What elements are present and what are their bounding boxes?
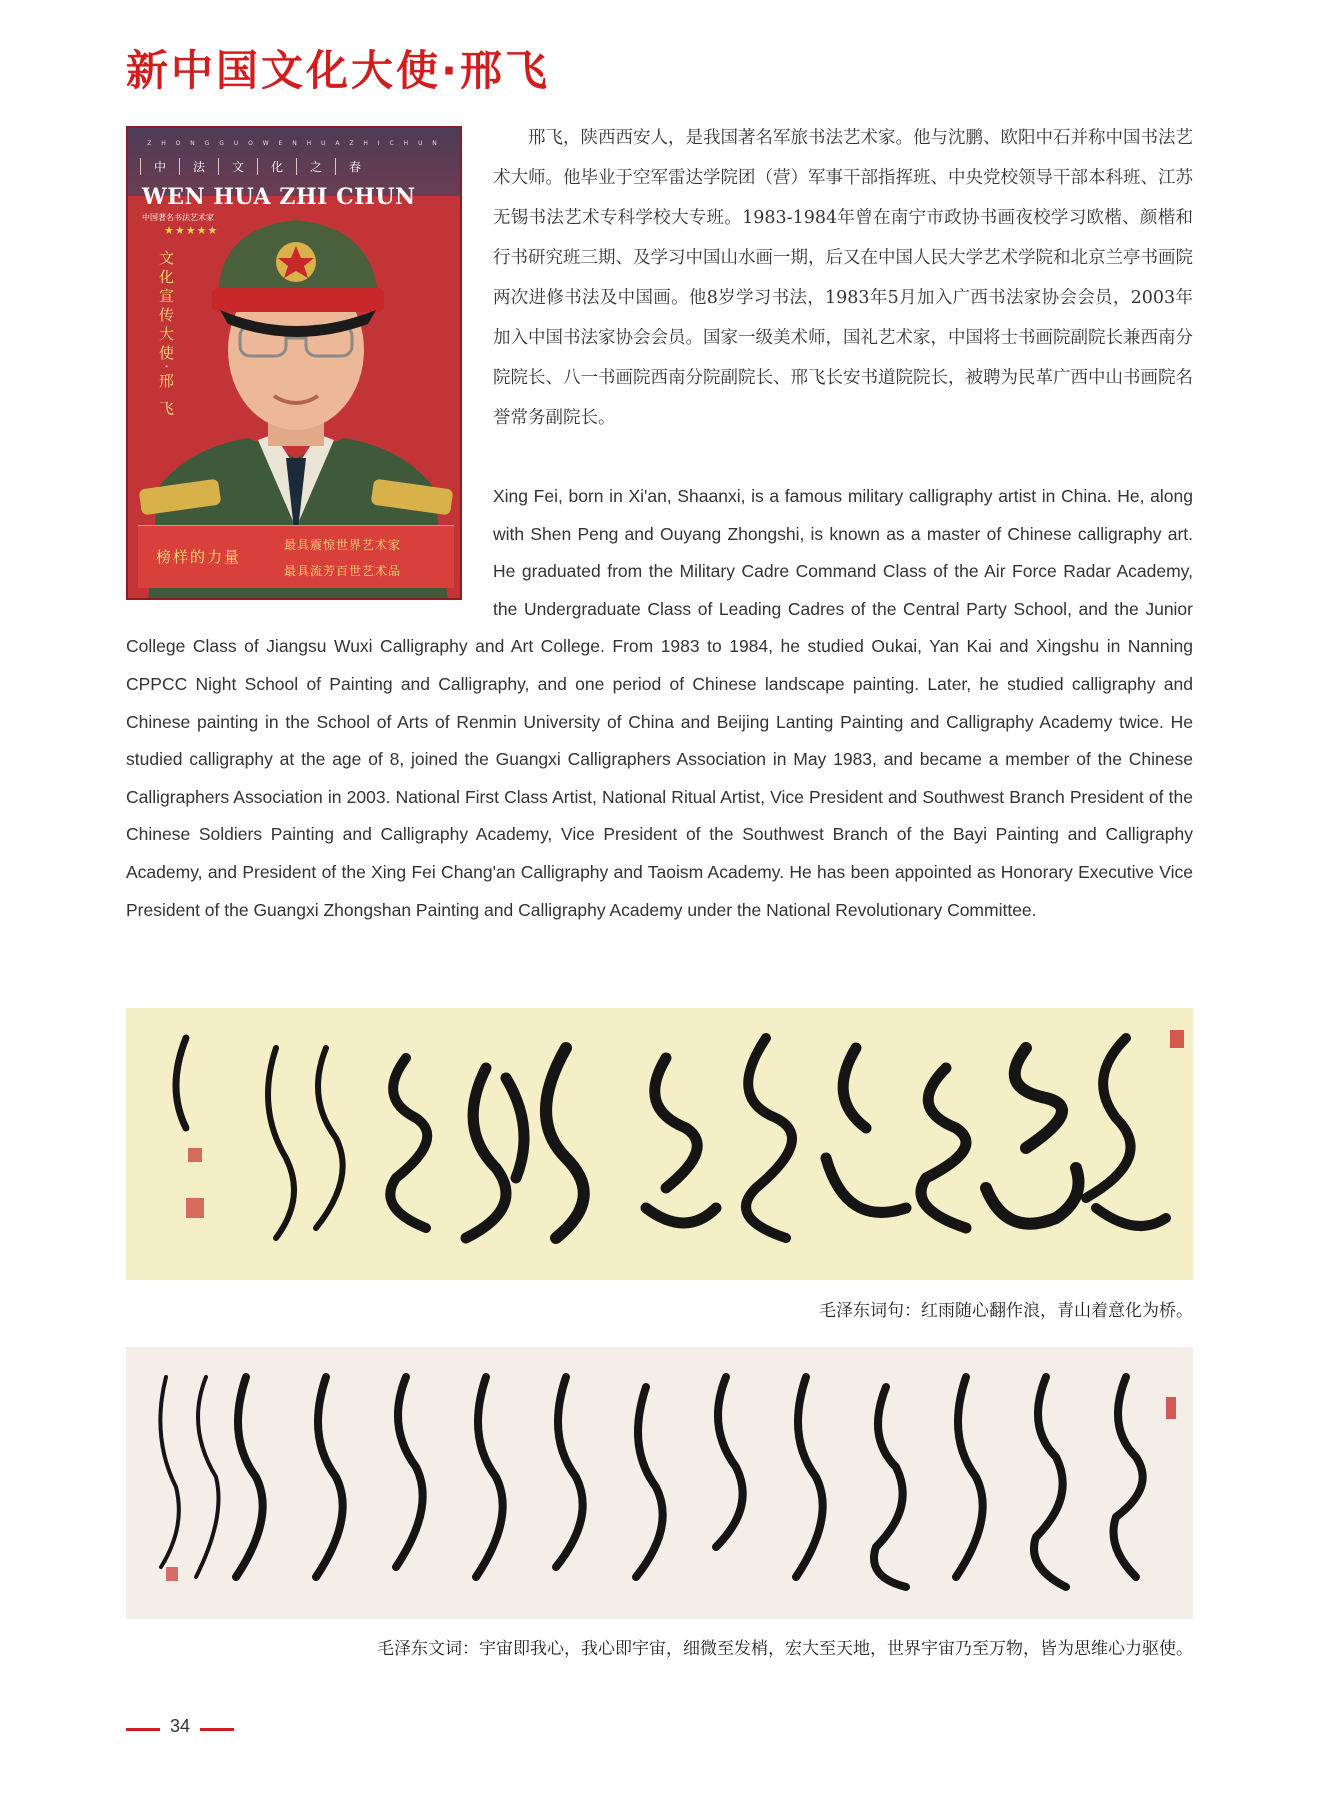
page-number: 34 — [169, 1716, 191, 1736]
cover-mag-char: 文 — [218, 158, 257, 175]
cover-magazine-name-en: WEN HUA ZHI CHUN — [142, 184, 416, 210]
cover-mag-char: 春 — [335, 158, 374, 175]
cover-vertical-text: 文化宣传大使·邢 飞 — [157, 250, 175, 420]
cover-slogan-line-2: 最具流芳百世艺术品 — [284, 564, 402, 578]
calligraphy-strokes-2 — [126, 1347, 1193, 1619]
english-biography-text: Xing Fei, born in Xi'an, Shaanxi, is a famous military calligraphy artist in China. He, along with Shen Peng and Ouyang Zhongshi, is known as a master of Chinese calligraphy art. He graduated from the Military Cadre Command Class of the Air Force Radar Academy, the Undergraduate Class of Leading Cadres of the Central Party School, and the Junior College Class of Jiangsu Wuxi Calligraphy and Art College. From 1983 to 1984, he studied Oukai, Yan Kai and Xingshu in Nanning CPPCC Night School of Painting and Calligraphy, and one period of Chinese landscape painting. Later, he studied calligraphy and Chinese painting in the School of Arts of Renmin University of China and Beijing Lanting Painting and Calligraphy Academy twice. He studied calligraphy at the age of 8, joined the Guangxi Calligraphers Association in May 1983, and became a member of the Chinese Calligraphers Association in 2003. National First Class Artist, National Ritual Artist, Vice President and Southwest Branch President of the Chinese Soldiers Painting and Calligraphy Academy, Vice President of the Southwest Branch of the Bayi Painting and Calligraphy Academy, and President of the Xing Fei Chang'an Calligraphy and Taoism Academy. He has been appointed as Honorary Executive Vice President of the Guangxi Zhongshan Painting and Calligraphy Academy under the National Revolutionary Committee. — [126, 486, 1193, 920]
chinese-biography-paragraph: 邢飞，陕西西安人，是我国著名军旅书法艺术家。他与沈鹏、欧阳中石并称中国书法艺术大师。他毕业于空军雷达学院团（营）军事干部指挥班、中央党校领导干部本科班、江苏无锡书法艺术专科学校大专班。1983-1984年曾在南宁市政协书画夜校学习欧楷、颜楷和行书研究班三期、及学习中国山水画一期，后又在中国人民大学艺术学院和北京兰亭书画院两次进修书法及中国画。他8岁学习书法，1983年5月加入广西书法家协会会员，2003年加入中国书法家协会会员。国家一级美术师，国礼艺术家，中国将士书画院副院长兼西南分院院长、八一书画院西南分院副院长、邢飞长安书道院院长，被聘为民革广西中山书画院名誉常务副院长。 — [493, 128, 1193, 428]
artwork-2-caption: 毛泽东文词：宇宙即我心，我心即宇宙，细微至发梢，宏大至天地，世界宇宙乃至万物，皆为思维心力驱使。 — [377, 1639, 1193, 1659]
cover-slogan-line-1: 最具震惊世界艺术家 — [284, 538, 402, 552]
cover-mag-char: 法 — [179, 158, 218, 175]
artwork-1-caption: 毛泽东词句：红雨随心翻作浪，青山着意化为桥。 — [819, 1301, 1193, 1321]
page-title: 新中国文化大使·邢飞 — [126, 46, 550, 95]
calligraphy-artwork-2 — [126, 1347, 1193, 1619]
cover-mag-char: 化 — [257, 158, 296, 175]
footer-rule-right — [200, 1728, 234, 1731]
calligraphy-artwork-1 — [126, 1008, 1193, 1280]
cover-bottom-band — [138, 525, 454, 588]
cover-stars: ★★★★★ — [164, 224, 219, 237]
cover-pinyin-line: Z H O N G G U O W E N H U A Z H I C H U N — [147, 140, 441, 147]
footer-rule-left — [126, 1728, 160, 1731]
magazine-cover-image — [126, 126, 462, 600]
cover-magazine-subtitle: 中国著名书法艺术家 — [142, 213, 214, 222]
calligraphy-strokes-1 — [126, 1008, 1193, 1280]
cover-mag-char: 之 — [296, 158, 335, 175]
cover-slogan: 榜样的力量 — [156, 548, 242, 566]
cover-mag-char: 中 — [140, 158, 179, 175]
